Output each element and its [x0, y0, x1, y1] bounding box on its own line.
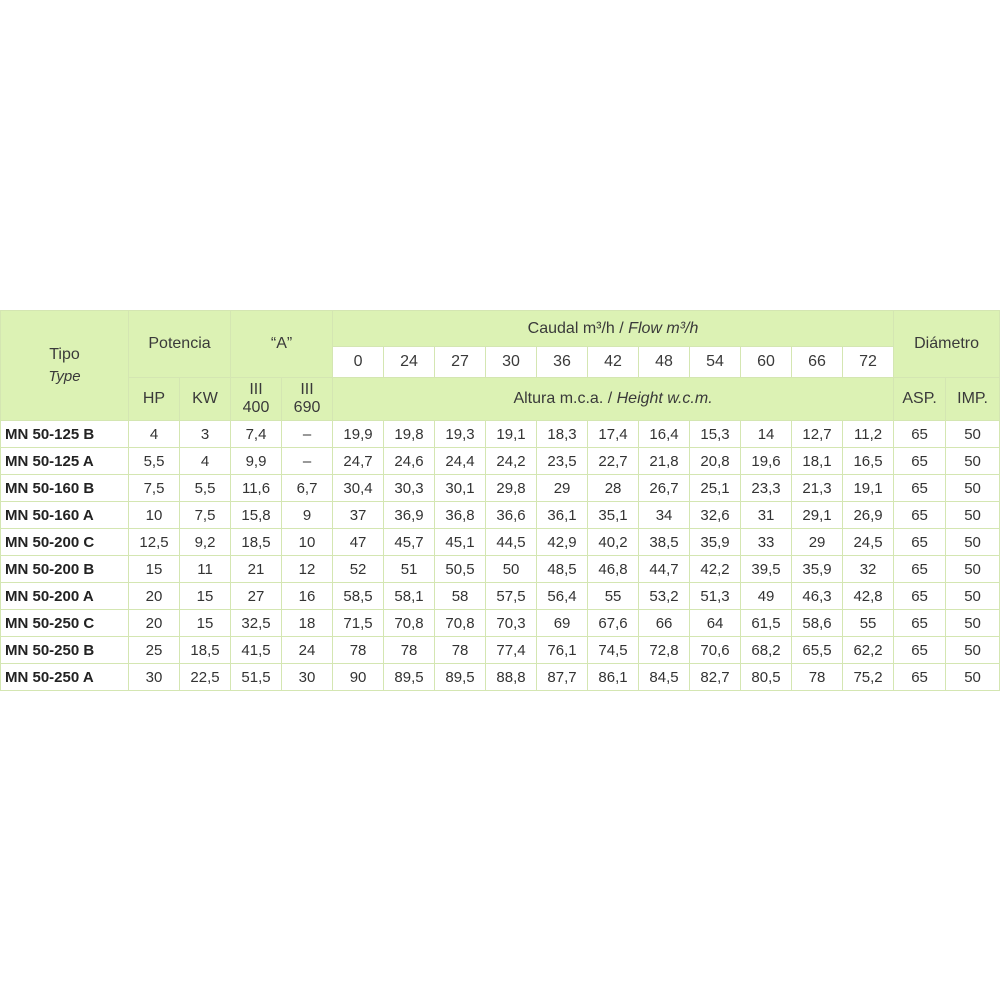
height-cell: 22,7: [588, 448, 639, 475]
height-cell: 50,5: [435, 556, 486, 583]
height-cell: 36,8: [435, 502, 486, 529]
height-cell: 46,3: [792, 583, 843, 610]
height-cell: 32,6: [690, 502, 741, 529]
imp-cell: 50: [946, 529, 1000, 556]
height-cell: 24,7: [333, 448, 384, 475]
height-cell: 15,3: [690, 421, 741, 448]
height-cell: 31: [741, 502, 792, 529]
table-row: [1, 475, 1000, 502]
height-cell: 30,3: [384, 475, 435, 502]
height-cell: 29: [537, 475, 588, 502]
hp-cell: 20: [129, 610, 180, 637]
height-cell: 18,1: [792, 448, 843, 475]
height-cell: 17,4: [588, 421, 639, 448]
amp-400-cell: 32,5: [231, 610, 282, 637]
height-cell: 39,5: [741, 556, 792, 583]
table-row: [1, 448, 1000, 475]
header-tipo: [1, 311, 129, 421]
amp-400-cell: 21: [231, 556, 282, 583]
height-cell: 75,2: [843, 664, 894, 691]
height-cell: 71,5: [333, 610, 384, 637]
header-caudal-en: Flow m³/h: [628, 319, 699, 337]
height-cell: 29,8: [486, 475, 537, 502]
flow-value-header: 0: [333, 347, 384, 378]
kw-cell: 22,5: [180, 664, 231, 691]
height-cell: 47: [333, 529, 384, 556]
height-cell: 78: [333, 637, 384, 664]
height-cell: 34: [639, 502, 690, 529]
header-potencia: Potencia: [129, 311, 231, 378]
height-cell: 30,4: [333, 475, 384, 502]
height-cell: 70,3: [486, 610, 537, 637]
amp-400-cell: 27: [231, 583, 282, 610]
kw-cell: 7,5: [180, 502, 231, 529]
height-cell: 67,6: [588, 610, 639, 637]
height-cell: 58,5: [333, 583, 384, 610]
header-v400: [231, 378, 282, 421]
amp-400-cell: 18,5: [231, 529, 282, 556]
asp-cell: 65: [894, 610, 946, 637]
height-cell: 49: [741, 583, 792, 610]
hp-cell: 20: [129, 583, 180, 610]
asp-cell: 65: [894, 448, 946, 475]
table-row: [1, 502, 1000, 529]
height-cell: 18,3: [537, 421, 588, 448]
hp-cell: 7,5: [129, 475, 180, 502]
height-cell: 24,6: [384, 448, 435, 475]
height-cell: 70,6: [690, 637, 741, 664]
height-cell: 36,1: [537, 502, 588, 529]
kw-cell: 5,5: [180, 475, 231, 502]
height-cell: 37: [333, 502, 384, 529]
height-cell: 53,2: [639, 583, 690, 610]
height-cell: 72,8: [639, 637, 690, 664]
asp-cell: 65: [894, 475, 946, 502]
height-cell: 26,9: [843, 502, 894, 529]
height-cell: 89,5: [384, 664, 435, 691]
height-cell: 45,1: [435, 529, 486, 556]
height-cell: 44,5: [486, 529, 537, 556]
height-cell: 42,9: [537, 529, 588, 556]
header-kw: KW: [180, 378, 231, 421]
amp-400-cell: 15,8: [231, 502, 282, 529]
amp-690-cell: 10: [282, 529, 333, 556]
kw-cell: 11: [180, 556, 231, 583]
height-cell: 33: [741, 529, 792, 556]
model-cell: MN 50-200 B: [1, 556, 129, 583]
height-cell: 64: [690, 610, 741, 637]
height-cell: 74,5: [588, 637, 639, 664]
header-tipo-es: Tipo: [49, 345, 80, 363]
header-altura-es: Altura m.c.a.: [513, 390, 604, 407]
kw-cell: 9,2: [180, 529, 231, 556]
height-cell: 45,7: [384, 529, 435, 556]
height-cell: 14: [741, 421, 792, 448]
height-cell: 11,2: [843, 421, 894, 448]
height-cell: 52: [333, 556, 384, 583]
height-cell: 55: [588, 583, 639, 610]
flow-value-header: 72: [843, 347, 894, 378]
table-row: [1, 664, 1000, 691]
kw-cell: 3: [180, 421, 231, 448]
height-cell: 44,7: [639, 556, 690, 583]
imp-cell: 50: [946, 502, 1000, 529]
height-cell: 66: [639, 610, 690, 637]
amp-690-cell: 12: [282, 556, 333, 583]
height-cell: 35,9: [690, 529, 741, 556]
height-cell: 29: [792, 529, 843, 556]
header-hp: HP: [129, 378, 180, 421]
height-cell: 88,8: [486, 664, 537, 691]
height-cell: 48,5: [537, 556, 588, 583]
amp-690-cell: 24: [282, 637, 333, 664]
header-caudal-es: Caudal m³/h: [527, 319, 615, 337]
height-cell: 90: [333, 664, 384, 691]
height-cell: 86,1: [588, 664, 639, 691]
height-cell: 78: [792, 664, 843, 691]
hp-cell: 12,5: [129, 529, 180, 556]
amp-400-cell: 11,6: [231, 475, 282, 502]
asp-cell: 65: [894, 502, 946, 529]
height-cell: 24,2: [486, 448, 537, 475]
amp-690-cell: 30: [282, 664, 333, 691]
height-cell: 21,8: [639, 448, 690, 475]
header-caudal: [333, 311, 894, 347]
asp-cell: 65: [894, 421, 946, 448]
model-cell: MN 50-160 A: [1, 502, 129, 529]
header-caudal-sep: /: [614, 319, 629, 337]
height-cell: 57,5: [486, 583, 537, 610]
hp-cell: 10: [129, 502, 180, 529]
model-cell: MN 50-200 A: [1, 583, 129, 610]
height-cell: 35,9: [792, 556, 843, 583]
kw-cell: 18,5: [180, 637, 231, 664]
flow-value-header: 24: [384, 347, 435, 378]
kw-cell: 15: [180, 610, 231, 637]
kw-cell: 4: [180, 448, 231, 475]
model-cell: MN 50-250 C: [1, 610, 129, 637]
table-header: [1, 311, 1000, 421]
table-body: [1, 421, 1000, 691]
pump-spec-table-wrapper: [0, 310, 1000, 691]
header-tipo-en: Type: [48, 367, 81, 385]
flow-value-header: 27: [435, 347, 486, 378]
height-cell: 40,2: [588, 529, 639, 556]
asp-cell: 65: [894, 556, 946, 583]
height-cell: 61,5: [741, 610, 792, 637]
height-cell: 70,8: [435, 610, 486, 637]
height-cell: 24,4: [435, 448, 486, 475]
amp-690-cell: 16: [282, 583, 333, 610]
height-cell: 28: [588, 475, 639, 502]
height-cell: 58,6: [792, 610, 843, 637]
height-cell: 51,3: [690, 583, 741, 610]
height-cell: 46,8: [588, 556, 639, 583]
height-cell: 50: [486, 556, 537, 583]
height-cell: 30,1: [435, 475, 486, 502]
height-cell: 19,3: [435, 421, 486, 448]
height-cell: 58: [435, 583, 486, 610]
height-cell: 38,5: [639, 529, 690, 556]
table-row: [1, 421, 1000, 448]
height-cell: 78: [384, 637, 435, 664]
model-cell: MN 50-250 A: [1, 664, 129, 691]
height-cell: 65,5: [792, 637, 843, 664]
flow-value-header: 66: [792, 347, 843, 378]
height-cell: 80,5: [741, 664, 792, 691]
height-cell: 19,9: [333, 421, 384, 448]
amp-690-cell: 6,7: [282, 475, 333, 502]
header-v690: [282, 378, 333, 421]
asp-cell: 65: [894, 637, 946, 664]
height-cell: 20,8: [690, 448, 741, 475]
height-cell: 42,2: [690, 556, 741, 583]
height-cell: 84,5: [639, 664, 690, 691]
height-cell: 25,1: [690, 475, 741, 502]
pump-spec-table: [0, 310, 1000, 691]
height-cell: 26,7: [639, 475, 690, 502]
header-amperage: “A”: [231, 311, 333, 378]
imp-cell: 50: [946, 637, 1000, 664]
imp-cell: 50: [946, 556, 1000, 583]
height-cell: 23,5: [537, 448, 588, 475]
imp-cell: 50: [946, 448, 1000, 475]
header-imp: IMP.: [946, 378, 1000, 421]
height-cell: 21,3: [792, 475, 843, 502]
height-cell: 55: [843, 610, 894, 637]
height-cell: 19,8: [384, 421, 435, 448]
height-cell: 36,6: [486, 502, 537, 529]
height-cell: 19,6: [741, 448, 792, 475]
height-cell: 32: [843, 556, 894, 583]
height-cell: 35,1: [588, 502, 639, 529]
hp-cell: 5,5: [129, 448, 180, 475]
model-cell: MN 50-200 C: [1, 529, 129, 556]
model-cell: MN 50-250 B: [1, 637, 129, 664]
header-altura: [333, 378, 894, 421]
height-cell: 82,7: [690, 664, 741, 691]
height-cell: 69: [537, 610, 588, 637]
table-row: [1, 529, 1000, 556]
imp-cell: 50: [946, 583, 1000, 610]
amp-690-cell: 9: [282, 502, 333, 529]
height-cell: 76,1: [537, 637, 588, 664]
flow-value-header: 36: [537, 347, 588, 378]
flow-value-header: 60: [741, 347, 792, 378]
header-v690-phase: III: [300, 381, 314, 398]
header-v400-phase: III: [249, 381, 263, 398]
imp-cell: 50: [946, 421, 1000, 448]
header-asp: ASP.: [894, 378, 946, 421]
height-cell: 87,7: [537, 664, 588, 691]
height-cell: 51: [384, 556, 435, 583]
hp-cell: 25: [129, 637, 180, 664]
table-row: [1, 556, 1000, 583]
model-cell: MN 50-125 A: [1, 448, 129, 475]
header-v690-voltage: 690: [293, 399, 321, 416]
table-row: [1, 610, 1000, 637]
flow-value-header: 54: [690, 347, 741, 378]
imp-cell: 50: [946, 475, 1000, 502]
model-cell: MN 50-125 B: [1, 421, 129, 448]
header-altura-sep: /: [603, 390, 617, 407]
height-cell: 16,5: [843, 448, 894, 475]
table-row: [1, 583, 1000, 610]
amp-400-cell: 7,4: [231, 421, 282, 448]
asp-cell: 65: [894, 664, 946, 691]
amp-400-cell: 51,5: [231, 664, 282, 691]
imp-cell: 50: [946, 610, 1000, 637]
asp-cell: 65: [894, 529, 946, 556]
height-cell: 29,1: [792, 502, 843, 529]
amp-690-cell: –: [282, 448, 333, 475]
model-cell: MN 50-160 B: [1, 475, 129, 502]
header-diametro: Diámetro: [894, 311, 1000, 378]
asp-cell: 65: [894, 583, 946, 610]
amp-690-cell: –: [282, 421, 333, 448]
kw-cell: 15: [180, 583, 231, 610]
height-cell: 62,2: [843, 637, 894, 664]
height-cell: 77,4: [486, 637, 537, 664]
amp-690-cell: 18: [282, 610, 333, 637]
height-cell: 16,4: [639, 421, 690, 448]
table-row: [1, 637, 1000, 664]
height-cell: 89,5: [435, 664, 486, 691]
flow-value-header: 42: [588, 347, 639, 378]
height-cell: 68,2: [741, 637, 792, 664]
height-cell: 42,8: [843, 583, 894, 610]
height-cell: 19,1: [486, 421, 537, 448]
height-cell: 70,8: [384, 610, 435, 637]
height-cell: 36,9: [384, 502, 435, 529]
flow-value-header: 30: [486, 347, 537, 378]
amp-400-cell: 9,9: [231, 448, 282, 475]
header-v400-voltage: 400: [242, 399, 270, 416]
height-cell: 19,1: [843, 475, 894, 502]
height-cell: 58,1: [384, 583, 435, 610]
height-cell: 56,4: [537, 583, 588, 610]
flow-value-header: 48: [639, 347, 690, 378]
height-cell: 78: [435, 637, 486, 664]
header-altura-en: Height w.c.m.: [616, 390, 713, 407]
hp-cell: 4: [129, 421, 180, 448]
height-cell: 23,3: [741, 475, 792, 502]
height-cell: 12,7: [792, 421, 843, 448]
height-cell: 24,5: [843, 529, 894, 556]
hp-cell: 30: [129, 664, 180, 691]
amp-400-cell: 41,5: [231, 637, 282, 664]
hp-cell: 15: [129, 556, 180, 583]
imp-cell: 50: [946, 664, 1000, 691]
